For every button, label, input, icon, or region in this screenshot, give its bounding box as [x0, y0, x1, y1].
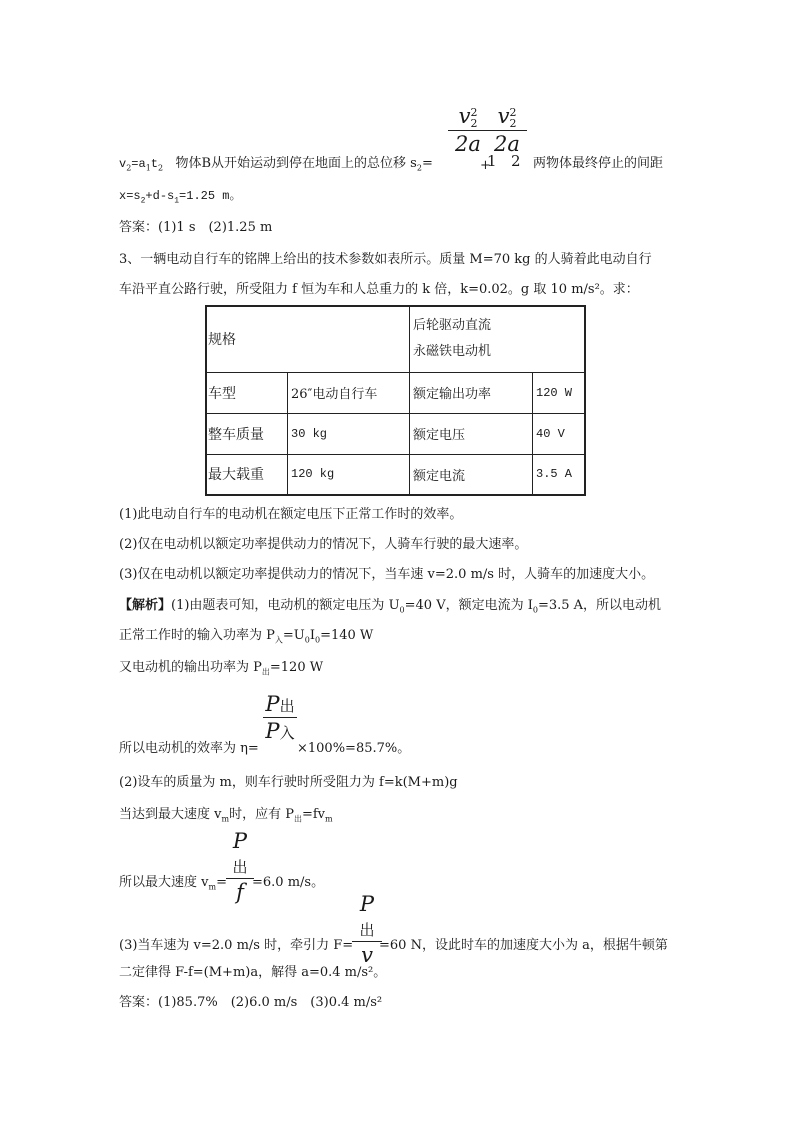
- solution-line-5: (2)设车的质量为 m，则车行驶时所受阻力为 f=k(M+m)g: [119, 775, 458, 790]
- solution-line-8-tail: =60 N，设此时车的加速度大小为 a，根据牛顿第: [379, 938, 668, 953]
- den-right-sub: 2: [511, 152, 521, 170]
- q3-line-2: 车沿平直公路行驶，所受阻力 f 恒为车和人总重力的 k 倍，k=0.02。g 取 10 m/s²。求：: [119, 282, 639, 297]
- solution-line-7-tail: =6.0 m/s。: [252, 875, 325, 890]
- solution-line-3: 又电动机的输出功率为 $P_出=120$ W: [119, 660, 324, 677]
- table-row: 车型 26″电动自行车 额定输出功率 120 W: [206, 372, 585, 413]
- answer-2: 答案：(1)1 s (2)1.25 m: [119, 220, 273, 235]
- spec-table: [205, 305, 586, 496]
- max-speed-fraction: P出 f: [226, 829, 254, 904]
- solution-line-4-tail: ×100%=85.7%。: [297, 741, 411, 756]
- solution-line-8: (3)当车速为 v=2.0 m/s 时，牵引力 F=: [119, 938, 354, 953]
- q3-sub-2: (2)仅在电动机以额定功率提供动力的情况下，人骑车行驶的最大速率。: [119, 537, 528, 552]
- solution-line-9: 二定律得 F-f=(M+m)a，解得 a=0.4 m/s²。: [119, 965, 387, 980]
- table-row: 最大载重 120 kg 额定电流 3.5 A: [206, 454, 585, 495]
- efficiency-fraction: P出 P入: [263, 692, 297, 743]
- line-1: $v_2=a_1t_2$ 物体B从开始运动到停在地面上的总位移 $s_2=$: [119, 156, 433, 173]
- plus-sign: +: [480, 158, 491, 173]
- q3-sub-3: (3)仅在电动机以额定功率提供动力的情况下，当车速 v=2.0 m/s 时，人骑车的加速度大小。: [119, 567, 655, 582]
- solution-line-2: 正常工作时的输入功率为 $P_入=U_0I_0=140$ W: [119, 628, 374, 645]
- motor-type: 后轮驱动直流 永磁铁电动机: [410, 306, 586, 372]
- line-1-tail: 两物体最终停止的间距: [533, 156, 664, 171]
- q3-sub-1: (1)此电动自行车的电动机在额定电压下正常工作时的效率。: [119, 507, 463, 522]
- q3-line-1: 3、一辆电动自行车的铭牌上给出的技术参数如表所示。质量 M=70 kg 的人骑着此电动自行: [119, 252, 652, 267]
- answer-3: 答案：(1)85.7% (2)6.0 m/s (3)0.4 m/s²: [119, 995, 383, 1010]
- solution-line-6: 当达到最大速度 $v_m$时，应有 $P_出=fv_m$: [119, 807, 333, 824]
- spec-label: 规格: [206, 306, 410, 372]
- line-2: $x=s_2+d-s_1=1.25$ m。: [119, 189, 242, 206]
- table-row: 整车质量 30 kg 额定电压 40 V: [206, 413, 585, 454]
- solution-line-4: 所以电动机的效率为 η=: [119, 741, 259, 756]
- fraction-right: v 2 2 2a: [487, 104, 527, 156]
- traction-fraction: P出 v: [352, 892, 382, 967]
- fraction-left: v 2 2 2a: [448, 104, 488, 156]
- solution-line-7: 所以最大速度 $v_m=$: [119, 875, 227, 892]
- solution-line-1: 【解析】(1)由题表可知，电动机的额定电压为 $U_0=40$ V，额定电流为 $I_0=3.5$ A，所以电动机: [119, 598, 662, 615]
- den-left-sub: 1: [487, 152, 497, 170]
